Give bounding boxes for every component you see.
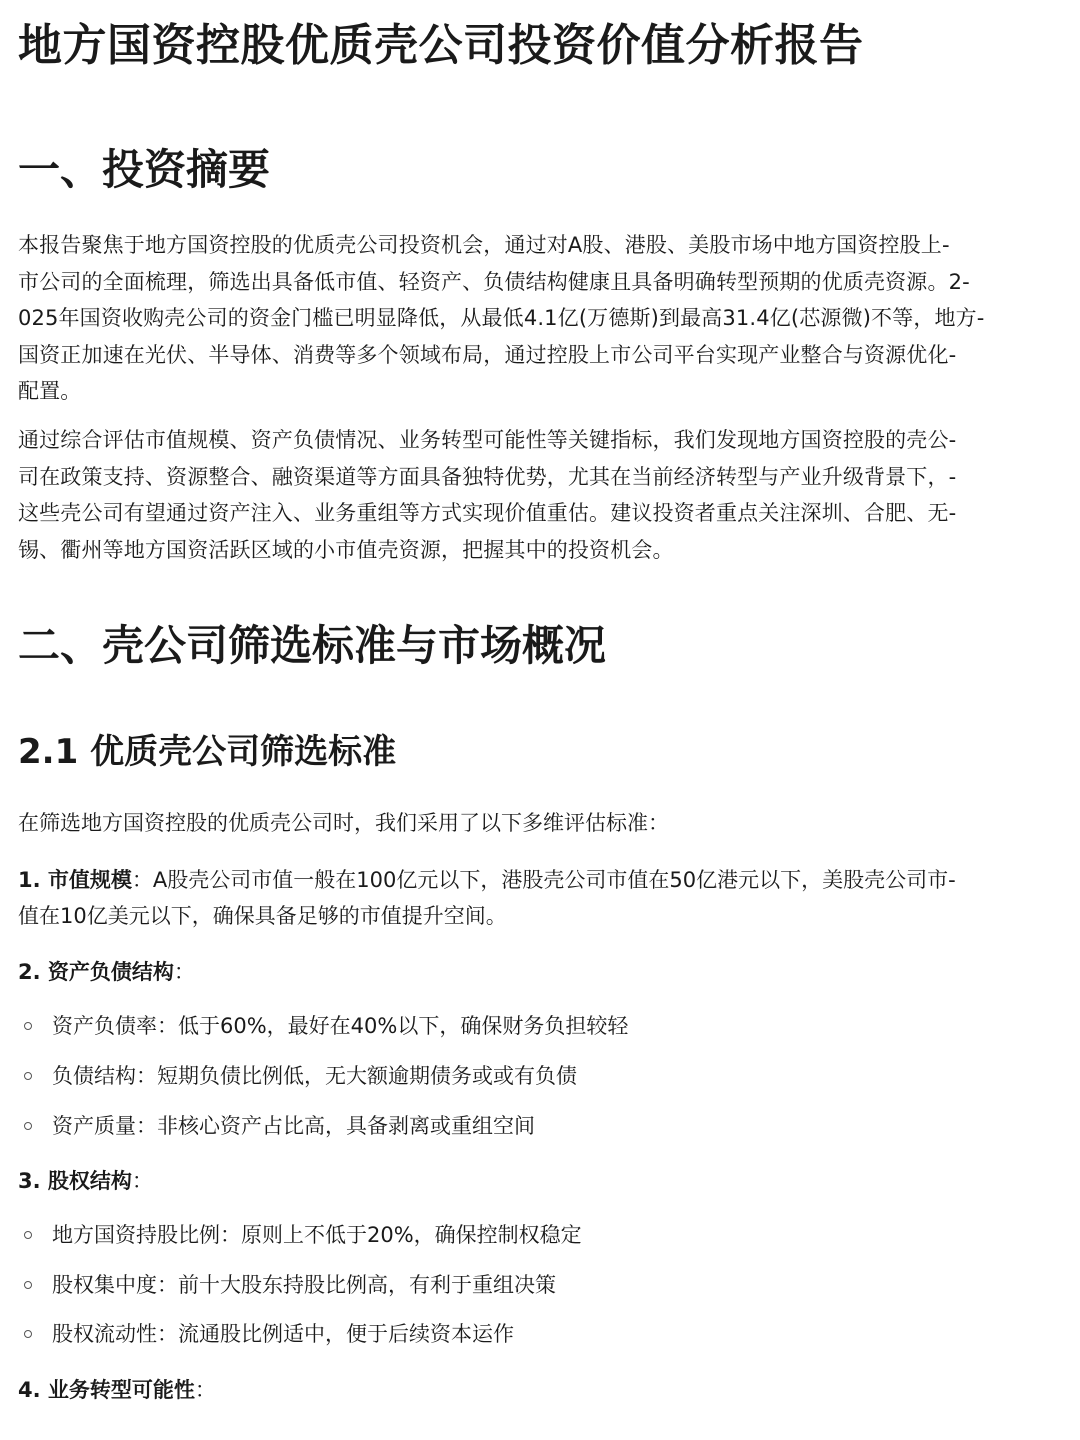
criteria-intro: 在筛选地方国资控股的优质壳公司时，我们采用了以下多维评估标准： xyxy=(18,811,669,835)
bullet-icon xyxy=(24,1281,32,1289)
list-item-text: 股权流动性：流通股比例适中，便于后续资本运作 xyxy=(52,1322,514,1346)
list-item-text: 资产负债率：低于60%，最好在40%以下，确保财务负担较轻 xyxy=(52,1014,629,1038)
criterion-business-transformation xyxy=(18,1372,216,1408)
text-line: 司在政策支持、资源整合、融资渠道等方面具备独特优势，尤其在当前经济转型与产业升级背景下，- xyxy=(18,464,957,489)
text-line: 本报告聚焦于地方国资控股的优质壳公司投资机会，通过对A股、港股、美股市场中地方国资控股上- xyxy=(18,233,950,257)
section-2-heading: 二、壳公司筛选标准与市场概况 xyxy=(18,621,607,670)
list-item xyxy=(18,1217,582,1253)
list-item-text: 地方国资持股比例：原则上不低于20%，确保控制权稳定 xyxy=(52,1223,582,1247)
list-item xyxy=(18,1058,577,1094)
list-item-text: 资产质量：非核心资产占比高，具备剥离或重组空间 xyxy=(52,1114,535,1138)
criterion-label: 1. 市值规模 xyxy=(18,868,132,892)
text-line: 通过综合评估市值规模、资产负债情况、业务转型可能性等关键指标，我们发现地方国资控股的壳公- xyxy=(18,428,957,452)
list-item xyxy=(18,1316,514,1352)
criterion-balance-sheet xyxy=(18,954,195,990)
criterion-label: 2. 资产负债结构 xyxy=(18,960,174,984)
list-item xyxy=(18,1267,556,1303)
list-item-text: 股权集中度：前十大股东持股比例高，有利于重组决策 xyxy=(52,1273,556,1297)
text-line: 配置。 xyxy=(18,379,82,404)
bullet-icon xyxy=(24,1072,32,1080)
text-line: 锡、衢州等地方国资活跃区域的小市值壳资源，把握其中的投资机会。 xyxy=(18,537,674,562)
summary-paragraph-2 xyxy=(18,422,1066,568)
section-1-heading: 一、投资摘要 xyxy=(18,145,271,194)
bullet-icon xyxy=(24,1022,32,1030)
list-item-text: 负债结构：短期负债比例低，无大额逾期债务或或有负债 xyxy=(52,1064,577,1088)
subsection-2-1-heading: 2.1 优质壳公司筛选标准 xyxy=(18,732,397,772)
bullet-icon xyxy=(24,1122,32,1130)
criterion-colon: ： xyxy=(194,1378,216,1402)
bullet-icon xyxy=(24,1330,32,1338)
criterion-colon: ： xyxy=(131,1169,153,1193)
text-line: 国资正加速在光伏、半导体、消费等多个领域布局，通过控股上市公司平台实现产业整合与资源优化- xyxy=(18,342,957,367)
criterion-label: 4. 业务转型可能性 xyxy=(18,1378,195,1402)
criterion-text: ：A股壳公司市值一般在100亿元以下，港股壳公司市值在50亿港元以下，美股壳公司市- xyxy=(131,868,956,892)
criterion-colon: ： xyxy=(173,960,195,984)
text-line: 这些壳公司有望通过资产注入、业务重组等方式实现价值重估。建议投资者重点关注深圳、合肥、无- xyxy=(18,501,957,526)
criterion-equity-structure xyxy=(18,1163,153,1199)
criterion-market-cap xyxy=(18,862,956,934)
criterion-label: 3. 股权结构 xyxy=(18,1169,132,1193)
list-item xyxy=(18,1008,628,1044)
text-line: 市公司的全面梳理，筛选出具备低市值、轻资产、负债结构健康且具备明确转型预期的优质壳资源。2- xyxy=(18,269,970,294)
summary-paragraph-1 xyxy=(18,227,1066,410)
criterion-text: 值在10亿美元以下，确保具备足够的市值提升空间。 xyxy=(18,904,507,928)
text-line: 025年国资收购壳公司的资金门槛已明显降低，从最低4.1亿(万德斯)到最高31.4亿(芯源微)不等，地方- xyxy=(18,306,985,331)
list-item xyxy=(18,1108,535,1144)
bullet-icon xyxy=(24,1231,32,1239)
report-title: 地方国资控股优质壳公司投资价值分析报告 xyxy=(18,20,864,71)
